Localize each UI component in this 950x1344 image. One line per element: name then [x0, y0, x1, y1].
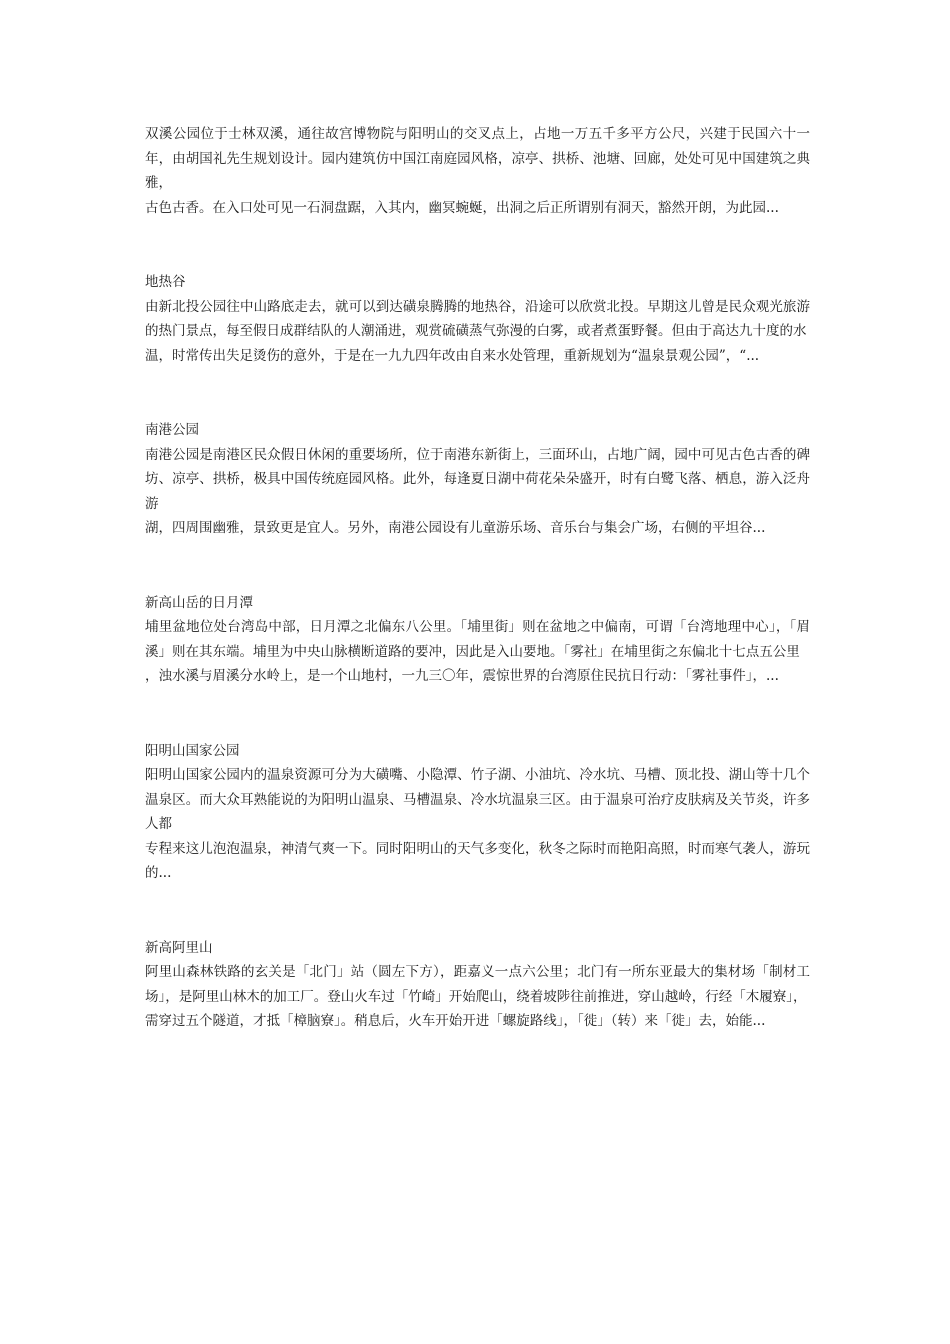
article-title: 新高阿里山: [145, 939, 213, 956]
article-sun-moon-lake: [145, 591, 810, 689]
article-title: 阳明山国家公园: [145, 742, 240, 759]
article-paragraph: 南港公园是南港区民众假日休闲的重要场所，位于南港东新街上，三面环山，占地广阔，园中可见古色古香的碑坊、凉亭、拱桥，极具中国传统庭园风格。此外，每逢夏日湖中荷花朵朵盛开，时有白鹭飞落、栖息，游入泛舟游: [145, 446, 810, 512]
article-title: 地热谷: [145, 274, 186, 290]
article-paragraph: 阿里山森林铁路的玄关是「北门」站（圆左下方），距嘉义一点六公里；北门有一所东亚最大的集材场「制材工场」，是阿里山林木的加工厂。登山火车过「竹崎」开始爬山，绕着坡陟往前推进，穿山越岭，行经「木履寮」，: [145, 964, 810, 1005]
article-nangang-park: [145, 418, 810, 541]
article-paragraph-continued: 需穿过五个隧道，才抵「樟脑寮」。稍息后，火车开始开进「螺旋路线」，「徙」（转）来「徙」去，始能...: [145, 1013, 766, 1029]
document-page: [145, 122, 810, 1034]
article-yangmingshan-park: [145, 739, 810, 886]
article-shuangxi-park: [145, 122, 810, 220]
article-paragraph-continued: 温，时常传出失足烫伤的意外，于是在一九九四年改由自来水处管理，重新规划为“温泉景观公园”，“...: [145, 347, 760, 364]
article-paragraph: 埔里盆地位处台湾岛中部，日月潭之北偏东八公里。「埔里街」则在盆地之中偏南，可谓「台湾地理中心」，「眉溪」则在其东端。埔里为中央山脉横断道路的要冲，因此是入山要地。「雾社」在埔里街之东偏北十七点五公里: [145, 619, 810, 660]
article-title: 南港公园: [145, 422, 199, 438]
article-paragraph-continued: 专程来这儿泡泡温泉，神清气爽一下。同时阳明山的天气多变化，秋冬之际时而艳阳高照，时而寒气袭人，游玩的...: [145, 840, 810, 881]
article-alishan: [145, 936, 810, 1034]
article-paragraph: 由新北投公园往中山路底走去，就可以到达磺泉腾腾的地热谷，沿途可以欣赏北投。早期这儿曾是民众观光旅游的热门景点，每至假日成群结队的人潮涌进，观赏硫磺蒸气弥漫的白雾，或者煮蛋野餐。但由于高达九十度的水: [145, 298, 810, 339]
article-geothermal-valley: [145, 270, 810, 368]
article-paragraph: 双溪公园位于士林双溪，通往故宫博物院与阳明山的交叉点上，占地一万五千多平方公尺，兴建于民国六十一年，由胡国礼先生规划设计。园内建筑仿中国江南庭园风格，凉亭、拱桥、池塘、回廊，处处可见中国建筑之典雅，: [145, 126, 810, 191]
article-paragraph: 阳明山国家公园内的温泉资源可分为大磺嘴、小隐潭、竹子湖、小油坑、冷水坑、马槽、顶北投、湖山等十几个温泉区。而大众耳熟能说的为阳明山温泉、马槽温泉、冷水坑温泉三区。由于温泉可治疗皮肤病及关节炎，许多人都: [145, 767, 810, 832]
article-paragraph-continued: 古色古香。在入口处可见一石洞盘踞，入其内，幽冥蜿蜒，出洞之后正所谓别有洞天，豁然开朗，为此园...: [145, 199, 779, 216]
article-paragraph-continued: 湖，四周围幽雅，景致更是宜人。另外，南港公园设有儿童游乐场、音乐台与集会广场，右侧的平坦谷...: [145, 520, 766, 536]
article-paragraph-continued: ，浊水溪与眉溪分水岭上，是一个山地村，一九三〇年，震惊世界的台湾原住民抗日行动：「雾社事件」，...: [145, 668, 779, 684]
article-title: 新高山岳的日月潭: [145, 594, 253, 611]
